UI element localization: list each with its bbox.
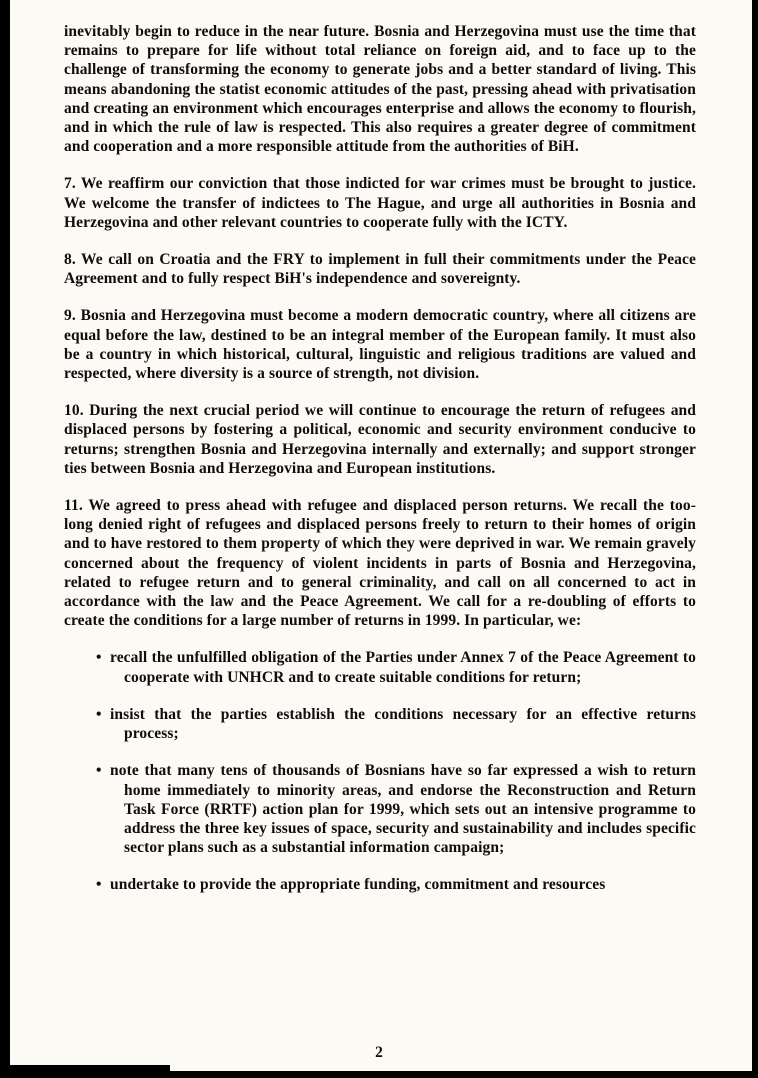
scan-artifact-bottom-left-blob	[0, 1065, 170, 1078]
bullet-item	[96, 705, 696, 743]
bullet-text: undertake to provide the appropriate funding, commitment and resources	[110, 876, 606, 894]
scan-artifact-right-edge	[752, 0, 758, 1078]
paragraph-7: 7. We reaffirm our conviction that those indicted for war crimes must be brought to justice. We welcome the transfer of indictees to The Hague, and urge all authorities in Bosnia and Herzegovina and other relevant countries to cooperate fully with the ICTY.	[64, 175, 696, 231]
paragraph-8: 8. We call on Croatia and the FRY to implement in full their commitments under the Peace Agreement and to fully respect BiH's independence and sovereignty.	[64, 251, 696, 288]
paragraph-9: 9. Bosnia and Herzegovina must become a modern democratic country, where all citizens are equal before the law, destined to be an integral member of the European family. It must also be a country in which historical, cultural, linguistic and religious traditions are valued and respected, where diversity is a source of strength, not division.	[64, 307, 696, 383]
paragraph-11: 11. We agreed to press ahead with refugee and displaced person returns. We recall the too-long denied right of refugees and displaced persons freely to return to their homes of origin and to have restored to them property of which they were deprived in war. We remain gravely concerned about the frequency of violent incidents in parts of Bosnia and Herzegovina, related to refugee return and to general criminality, and call on all concerned to act in accordance with the law and the Peace Agreement. We call for a re-doubling of efforts to create the conditions for a large number of returns in 1999. In particular, we:	[64, 497, 696, 630]
bullet-list	[64, 648, 696, 894]
paragraph-continuation: inevitably begin to reduce in the near future. Bosnia and Herzegovina must use the time that remains to prepare for life without total reliance on foreign aid, and to face up to the challenge of transforming the economy to generate jobs and a better standard of living. This means abandoning the statist economic attitudes of the past, pressing ahead with privatisation and creating an environment which encourages enterprise and allows the economy to flourish, and in which the rule of law is respected. This also requires a greater degree of commitment and cooperation and a more responsible attitude from the authorities of BiH.	[64, 23, 696, 156]
bullet-item	[96, 875, 696, 894]
bullet-icon: •	[96, 762, 102, 780]
paragraph-10: 10. During the next crucial period we will continue to encourage the return of refugees and displaced persons by fostering a political, economic and security environment conducive to returns; strengthen Bosnia and Herzegovina internally and externally; and support stronger ties between Bosnia and Herzegovina and European institutions.	[64, 402, 696, 477]
bullet-item	[96, 761, 696, 857]
bullet-text: note that many tens of thousands of Bosnians have so far expressed a wish to return home immediately to minority areas, and endorse the Reconstruction and Return Task Force (RRTF) action plan for 1999, which sets out an intensive programme to address the three key issues of space, security and sustainability and includes specific sector plans such as a substantial information campaign;	[110, 762, 696, 857]
bullet-icon: •	[96, 876, 102, 894]
page-number: 2	[375, 1044, 383, 1061]
document-page-body	[64, 22, 696, 913]
bullet-text: recall the unfulfilled obligation of the Parties under Annex 7 of the Peace Agreement to cooperate with UNHCR and to create suitable conditions for return;	[110, 649, 696, 686]
bullet-icon: •	[96, 705, 102, 723]
bullet-text: insist that the parties establish the conditions necessary for an effective returns process;	[110, 705, 696, 743]
bullet-item	[96, 648, 696, 686]
scan-artifact-left-edge	[0, 0, 10, 1078]
bullet-icon: •	[96, 649, 102, 667]
